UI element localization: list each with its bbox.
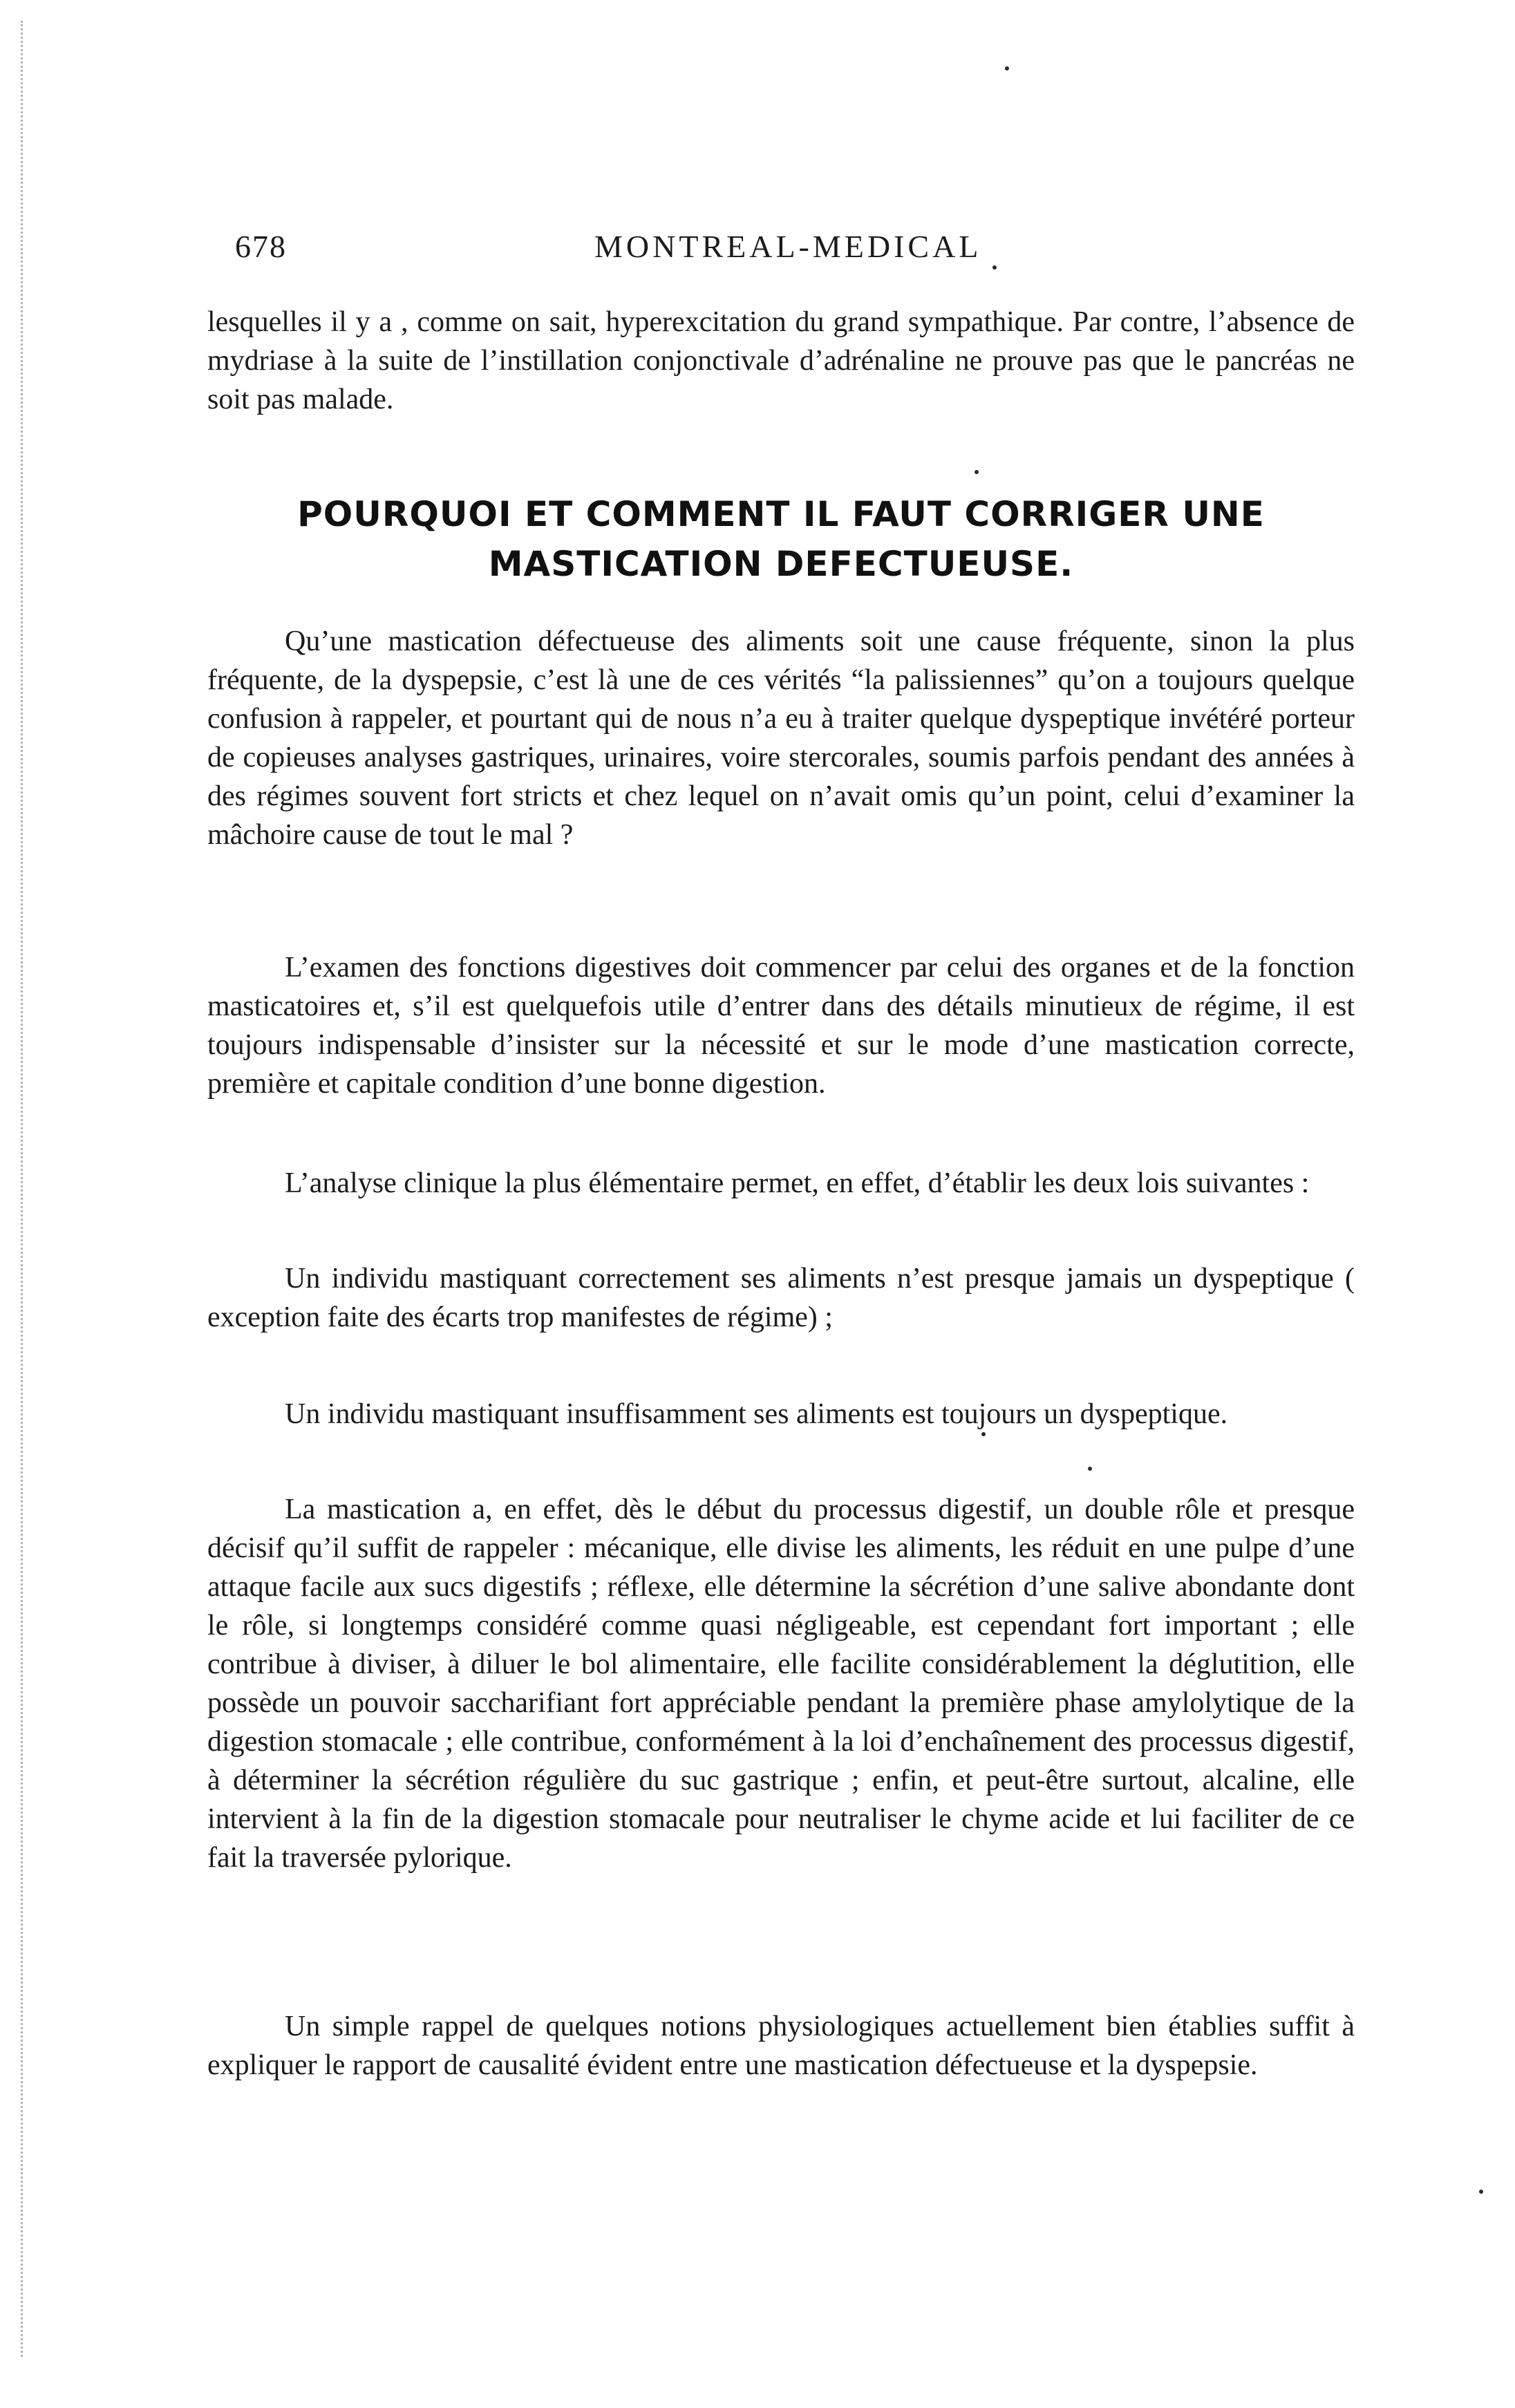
scan-margin-artifact <box>21 21 23 2357</box>
paragraph: L’analyse clinique la plus élémentaire permet, en effet, d’établir les deux lois suivantes : <box>285 1167 1310 1199</box>
running-title: MONTREAL-MEDICAL <box>594 229 982 264</box>
page-header <box>235 228 1341 270</box>
paragraph: L’examen des fonctions digestives doit commencer par celui des organes et de la fonction masticatoires et, s’il est quelquefois utile d’entrer dans des détails minutieux de régime, il est toujours indispensable d’insister sur la nécessité et sur le mode d’une mastication correcte, première et capitale condition d’une bonne digestion. <box>207 952 1355 1100</box>
scan-speck <box>975 470 979 474</box>
scan-speck <box>1005 66 1009 70</box>
scan-speck <box>1479 2190 1483 2194</box>
paragraph: Qu’une mastication défectueuse des aliments soit une cause fréquente, sinon la plus fréquente, de la dyspepsie, c’est là une de ces vérités “la palissiennes” qu’on a toujours quelque confusion à rappeler, et pourtant qui de nous n’a eu à traiter quelque dyspeptique invétéré porteur de copieuses analyses gastriques, urinaires, voire stercorales, soumis parfois pendant des années à des régimes souvent fort stricts et chez lequel on n’avait omis qu’un point, celui d’examiner la mâchoire cause de tout le mal ? <box>207 625 1355 851</box>
paragraph-continued: lesquelles il y a , comme on sait, hyperexcitation du grand sympathique. Par contre, l’absence de mydriase à la suite de l’instillation conjonctivale d’adrénaline ne prouve pas que le pancréas ne soit pas malade. <box>207 306 1355 415</box>
paragraph: Un simple rappel de quelques notions physiologiques actuellement bien établies suffit à expliquer le rapport de causalité évident entre une mastication défectueuse et la dyspepsie. <box>207 2011 1355 2081</box>
paragraph: La mastication a, en effet, dès le début du processus digestif, un double rôle et presque décisif qu’il suffit de rappeler : mécanique, elle divise les aliments, les réduit en une pulpe d’une attaque facile aux sucs digestifs ; réflexe, elle détermine la sécrétion d’une salive abondante dont le rôle, si longtemps considéré comme quasi négligeable, est cependant fort important ; elle contribue à diviser, à diluer le bol alimentaire, elle facilite considérablement la déglutition, elle possède un pouvoir saccharifiant fort appréciable pendant la première phase amylolytique de la digestion stomacale ; elle contribue, conformément à la loi d’enchaînement des processus digestif, à déterminer la sécrétion régulière du suc gastrique ; enfin, et peut-être surtout, alcaline, elle intervient à la fin de la digestion stomacale pour neutraliser le chyme acide et lui faciliter de ce fait la traversée pylorique. <box>207 1494 1355 1874</box>
section-heading-line-1: POURQUOI ET COMMENT IL FAUT CORRIGER UNE <box>297 494 1265 534</box>
paragraph: Un individu mastiquant insuffisamment ses aliments est toujours un dyspeptique. <box>285 1398 1228 1430</box>
scan-speck <box>1088 1467 1092 1471</box>
section-heading-line-2: MASTICATION DEFECTUEUSE. <box>488 544 1074 584</box>
paragraph: Un individu mastiquant correctement ses aliments n’est presque jamais un dyspeptique ( exception faite des écarts trop manifestes de régime) ; <box>207 1263 1355 1333</box>
page-number: 678 <box>235 229 287 264</box>
